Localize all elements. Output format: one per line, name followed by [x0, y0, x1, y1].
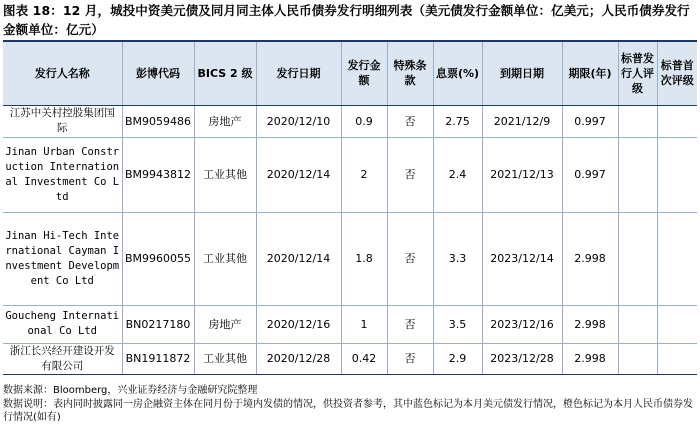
cell-bloomberg-code: BM9943812: [122, 137, 194, 212]
header-issuer-name: 发行人名称: [3, 41, 122, 105]
header-coupon: 息票(%): [433, 41, 482, 105]
header-issue-date: 发行日期: [256, 41, 341, 105]
cell-coupon: 2.4: [433, 137, 482, 212]
cell-sp-initial-rating: [657, 105, 697, 137]
cell-issue-date: 2020/12/14: [256, 212, 341, 305]
cell-issuer-name: Jinan Urban Construction International Investment Co Ltd: [3, 137, 122, 212]
cell-bics-level2: 工业其他: [194, 212, 256, 305]
cell-special-terms: 否: [387, 305, 433, 343]
header-sp-issuer-rating: 标普发行人评级: [618, 41, 657, 105]
table-notes: [3, 384, 697, 425]
cell-sp-initial-rating: [657, 212, 697, 305]
figure-title: 图表 18：12 月，城投中资美元债及同月同主体人民币债券发行明细列表（美元债发行金额单位：亿美元；人民币债券发行金额单位：亿元）: [3, 3, 690, 37]
cell-coupon: 3.5: [433, 305, 482, 343]
cell-maturity-date: 2023/12/16: [482, 305, 562, 343]
header-special-terms: 特殊条款: [387, 41, 433, 105]
cell-issuer-name: 浙江长兴经开建设开发有限公司: [3, 343, 122, 374]
header-bloomberg-code: 彭博代码: [122, 41, 194, 105]
cell-coupon: 3.3: [433, 212, 482, 305]
cell-issuer-name: 江苏中关村控股集团国际: [3, 105, 122, 137]
cell-bloomberg-code: BM9960055: [122, 212, 194, 305]
cell-term-years: 2.998: [562, 305, 618, 343]
cell-issuer-name: Goucheng International Co Ltd: [3, 305, 122, 343]
bond-issuance-table: [3, 40, 697, 375]
table-header-row: [3, 41, 697, 105]
cell-maturity-date: 2023/12/28: [482, 343, 562, 374]
cell-term-years: 0.997: [562, 105, 618, 137]
cell-issue-date: 2020/12/16: [256, 305, 341, 343]
cell-special-terms: 否: [387, 212, 433, 305]
header-term-years: 期限(年): [562, 41, 618, 105]
cell-term-years: 2.998: [562, 212, 618, 305]
cell-bics-level2: 工业其他: [194, 343, 256, 374]
cell-maturity-date: 2021/12/13: [482, 137, 562, 212]
data-source-note: 数据来源：Bloomberg，兴业证券经济与金融研究院整理: [3, 385, 258, 396]
cell-special-terms: 否: [387, 343, 433, 374]
cell-maturity-date: 2021/12/9: [482, 105, 562, 137]
cell-coupon: 2.75: [433, 105, 482, 137]
cell-sp-initial-rating: [657, 137, 697, 212]
cell-issue-amount: 1.8: [341, 212, 387, 305]
cell-bics-level2: 房地产: [194, 305, 256, 343]
cell-term-years: 0.997: [562, 137, 618, 212]
cell-issue-amount: 0.9: [341, 105, 387, 137]
cell-sp-issuer-rating: [618, 305, 657, 343]
cell-coupon: 2.9: [433, 343, 482, 374]
header-issue-amount: 发行金额: [341, 41, 387, 105]
cell-bloomberg-code: BM9059486: [122, 105, 194, 137]
cell-sp-issuer-rating: [618, 137, 657, 212]
cell-sp-issuer-rating: [618, 343, 657, 374]
cell-sp-initial-rating: [657, 343, 697, 374]
header-bics-level2: BICS 2 级: [194, 41, 256, 105]
cell-bics-level2: 房地产: [194, 105, 256, 137]
table-row: [3, 105, 697, 137]
cell-maturity-date: 2023/12/14: [482, 212, 562, 305]
cell-sp-issuer-rating: [618, 105, 657, 137]
cell-sp-issuer-rating: [618, 212, 657, 305]
table-row: [3, 212, 697, 305]
cell-bics-level2: 工业其他: [194, 137, 256, 212]
table-row: [3, 343, 697, 374]
cell-special-terms: 否: [387, 105, 433, 137]
data-explanation-note: 数据说明：表内同时披露同一房企融资主体在同月份于境内发债的情况，供投资者参考，其中蓝色标记为本月美元债发行情况，橙色标记为本月人民币债券发行情况(如有): [3, 398, 693, 423]
table-row: [3, 137, 697, 212]
cell-issue-date: 2020/12/14: [256, 137, 341, 212]
cell-issue-amount: 0.42: [341, 343, 387, 374]
cell-issue-amount: 2: [341, 137, 387, 212]
cell-bloomberg-code: BN0217180: [122, 305, 194, 343]
table-row: [3, 305, 697, 343]
cell-term-years: 2.998: [562, 343, 618, 374]
cell-bloomberg-code: BN1911872: [122, 343, 194, 374]
header-sp-initial-rating: 标普首次评级: [657, 41, 697, 105]
cell-issue-date: 2020/12/10: [256, 105, 341, 137]
cell-special-terms: 否: [387, 137, 433, 212]
cell-issue-amount: 1: [341, 305, 387, 343]
cell-sp-initial-rating: [657, 305, 697, 343]
cell-issuer-name: Jinan Hi-Tech International Cayman Investment Development Co Ltd: [3, 212, 122, 305]
cell-issue-date: 2020/12/28: [256, 343, 341, 374]
bond-table-container: [3, 40, 697, 375]
header-maturity-date: 到期日期: [482, 41, 562, 105]
